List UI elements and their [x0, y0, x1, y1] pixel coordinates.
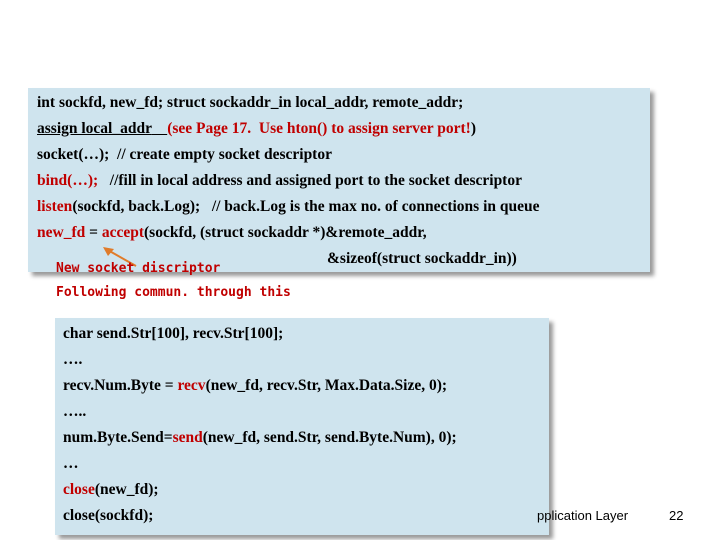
- code-line-ellipsis-3: …: [63, 455, 79, 472]
- bind-comment: //fill in local address and assigned port to the socket descriptor: [98, 172, 522, 189]
- send-call: send: [172, 429, 203, 446]
- code-line-ellipsis-2: …..: [63, 403, 87, 420]
- code-line-close-sockfd: close(sockfd);: [63, 507, 154, 524]
- close-args: (new_fd);: [94, 481, 159, 498]
- annotation-following-commun: Following commun. through this: [56, 285, 291, 300]
- code-line-close-newfd: [63, 481, 159, 499]
- accept-args: (sockfd, (struct sockaddr *)&remote_addr,: [144, 224, 427, 241]
- code-line-accept-continued: &sizeof(struct sockaddr_in)): [327, 250, 517, 267]
- see-page-note: (see Page 17. Use hton() to assign server port!: [167, 120, 471, 137]
- assign-local-addr-text: assign local_addr: [37, 120, 152, 137]
- footer-section-title: pplication Layer: [537, 508, 629, 523]
- listen-call: listen: [37, 198, 73, 215]
- send-assign: num.Byte.Send=: [63, 429, 173, 446]
- close-call: close: [63, 481, 95, 498]
- listen-args: (sockfd, back.Log); // back.Log is the max no. of connections in queue: [72, 198, 540, 215]
- new-fd-var: new_fd: [37, 224, 86, 241]
- close-paren: ): [470, 120, 477, 137]
- recv-assign: recv.Num.Byte =: [63, 377, 178, 394]
- annotation-new-socket: New socket discriptor: [56, 261, 221, 276]
- code-line-send: [63, 429, 457, 447]
- assign-op: =: [85, 224, 102, 241]
- accept-call: accept: [101, 224, 144, 241]
- recv-call: recv: [177, 377, 206, 394]
- page-number: 22: [669, 508, 684, 523]
- code-line-recv: [63, 377, 447, 395]
- bind-call: bind(…);: [37, 172, 99, 189]
- recv-args: (new_fd, recv.Str, Max.Data.Size, 0);: [205, 377, 448, 394]
- code-line-buffers: char send.Str[100], recv.Str[100];: [63, 325, 284, 342]
- code-line-declarations: int sockfd, new_fd; struct sockaddr_in local_addr, remote_addr;: [37, 94, 464, 111]
- code-line-socket: socket(…); // create empty socket descriptor: [37, 146, 332, 163]
- code-line-ellipsis-1: ….: [63, 351, 83, 368]
- send-args: (new_fd, send.Str, send.Byte.Num), 0);: [202, 429, 457, 446]
- communication-code-box: [55, 318, 549, 535]
